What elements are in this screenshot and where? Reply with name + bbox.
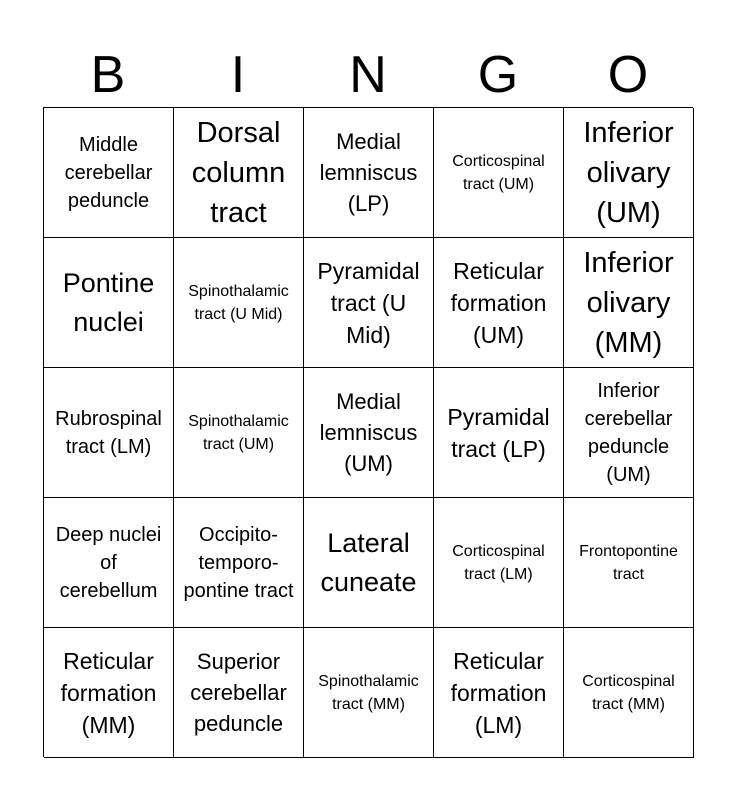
cell-text: Corticospinal tract (UM): [452, 152, 545, 193]
cell-text: Superior cerebellar peduncle: [190, 649, 287, 736]
bingo-cell[interactable]: [174, 368, 304, 498]
bingo-cell[interactable]: [434, 238, 564, 368]
bingo-cell[interactable]: [564, 498, 694, 628]
bingo-cell[interactable]: [44, 368, 174, 498]
cell-text: Spinothalamic tract (MM): [318, 672, 419, 713]
bingo-cell[interactable]: [304, 238, 434, 368]
cell-text: Pyramidal tract (U Mid): [317, 257, 420, 348]
bingo-cell[interactable]: [434, 108, 564, 238]
bingo-cell[interactable]: [434, 498, 564, 628]
header-letter-i: I: [230, 46, 246, 104]
header-letter-n: N: [349, 46, 387, 104]
cell-text: Reticular formation (UM): [450, 257, 547, 348]
cell-text: Inferior olivary (MM): [583, 246, 674, 359]
bingo-cell[interactable]: [44, 628, 174, 758]
header-letter-o: O: [607, 46, 649, 104]
bingo-cell[interactable]: [564, 238, 694, 368]
bingo-cell[interactable]: [174, 108, 304, 238]
cell-text: Lateral cuneate: [320, 527, 417, 597]
bingo-cell[interactable]: [304, 368, 434, 498]
bingo-cell[interactable]: [564, 108, 694, 238]
header-letter-g: G: [477, 46, 519, 104]
cell-text: Pontine nuclei: [62, 267, 155, 337]
cell-text: Medial lemniscus (UM): [319, 389, 418, 476]
bingo-cell[interactable]: [44, 108, 174, 238]
cell-text: Inferior olivary (UM): [583, 116, 674, 229]
bingo-grid: [43, 107, 693, 757]
bingo-header: [43, 44, 693, 106]
bingo-cell[interactable]: [44, 238, 174, 368]
cell-text: Frontopontine tract: [579, 542, 678, 583]
header-letter-b: B: [90, 46, 126, 104]
cell-text: Dorsal column tract: [191, 116, 286, 229]
bingo-cell[interactable]: [304, 498, 434, 628]
bingo-cell[interactable]: [174, 628, 304, 758]
cell-text: Inferior cerebellar peduncle (UM): [584, 379, 673, 486]
cell-text: Middle cerebellar peduncle: [64, 133, 153, 212]
cell-text: Reticular formation (LM): [450, 647, 547, 738]
bingo-cell[interactable]: [564, 368, 694, 498]
cell-text: Occipito-temporo-pontine tract: [183, 523, 294, 602]
bingo-cell[interactable]: [434, 368, 564, 498]
cell-text: Corticospinal tract (MM): [582, 672, 675, 713]
cell-text: Deep nuclei of cerebellum: [55, 523, 162, 602]
bingo-cell[interactable]: [304, 108, 434, 238]
cell-text: Pyramidal tract (LP): [447, 403, 550, 462]
bingo-cell[interactable]: [304, 628, 434, 758]
bingo-cell[interactable]: [174, 238, 304, 368]
cell-text: Reticular formation (MM): [60, 647, 157, 738]
bingo-cell[interactable]: [564, 628, 694, 758]
cell-text: Spinothalamic tract (U Mid): [188, 282, 289, 323]
cell-text: Spinothalamic tract (UM): [188, 412, 289, 453]
cell-text: Rubrospinal tract (LM): [55, 407, 162, 458]
bingo-cell[interactable]: [44, 498, 174, 628]
cell-text: Corticospinal tract (LM): [452, 542, 545, 583]
bingo-cell[interactable]: [434, 628, 564, 758]
bingo-cell[interactable]: [174, 498, 304, 628]
cell-text: Medial lemniscus (LP): [319, 129, 418, 216]
